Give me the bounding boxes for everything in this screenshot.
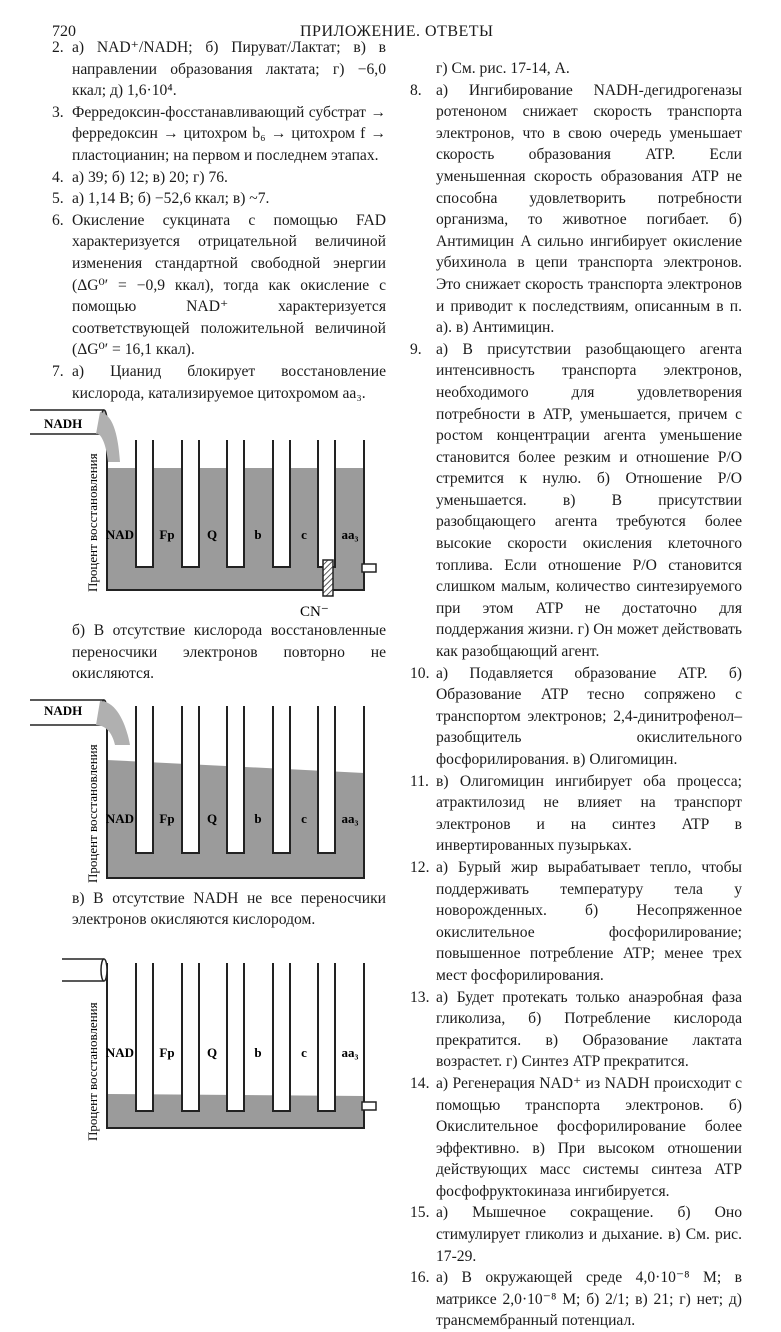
item-number: 4. [52, 168, 64, 186]
nadh-stream [96, 701, 130, 745]
running-title: ПРИЛОЖЕНИЕ. ОТВЕТЫ [300, 23, 494, 40]
nadh-inlet-pipe [62, 959, 104, 981]
item-text: а) Мышечное сокращение. б) Оно стимулирует гликолиз и дыхание. в) См. рис. 17-29. [436, 1204, 742, 1265]
item-number: 7. [52, 362, 64, 380]
caption-v: в) В отсутствие NADH не все переносчики электронов окисляются кислородом. [72, 889, 386, 929]
item-number: 5. [52, 190, 64, 208]
item-number: 2. [52, 39, 64, 56]
compartment-label-2: Fp [159, 527, 175, 543]
item-text: а) NAD⁺/NADH; б) Пируват/Лактат; в) в направлении образования лактата; г) −6,0 ккал; д) 1,6·10⁴. [72, 39, 386, 100]
tank-partition [273, 440, 290, 567]
answer-8 [410, 80, 742, 339]
item-text: а) Ингибирование NADH-дегидрогеназы ротеноном снижает скорость транспорта электронов, что в свою очередь уменьшает скорость образования ATP. Если уменьшенная скорость образования ATP не способна удовлетворить потребности организма, то животное погибает. б) Антимицин A сильно ингибирует окисление убихинола в цепи транспорта электронов. Это снижает скорость транспорта электронов и приводит к последствиям, описанным в п. а). в) Антимицин. [436, 81, 742, 337]
compartment-label-1: NAD [105, 527, 135, 543]
tank-partition [136, 963, 153, 1111]
answer-7g [410, 58, 742, 80]
page-number: 720 [52, 23, 76, 40]
item-text: а) Бурый жир вырабатывает тепло, чтобы поддерживать температуру тела у новорожденных. б) Несопряженное окислительное фосфорилирование; повышенное потребление ATP; менее трех мест фосфорилирования. [436, 858, 742, 984]
left-column [44, 37, 386, 1146]
item-text: г) См. рис. 17-14, A. [436, 60, 570, 77]
compartment-label-5: c [301, 810, 307, 826]
item-number: 8. [410, 81, 422, 99]
item-number: 13. [410, 988, 430, 1006]
tank-partition [227, 963, 244, 1111]
item-number: 6. [52, 211, 64, 229]
item-text: а) В окружающей среде 4,0·10⁻⁸ M; в матриксе 2,0·10⁻⁸ M; б) 2/1; в) 21; г) нет; д) трансмембранный потенциал. [436, 1269, 742, 1330]
item-number: 15. [410, 1204, 430, 1222]
tank-partition [182, 963, 199, 1111]
cyanide-block [323, 560, 333, 596]
figure-no-oxygen [0, 693, 400, 888]
item-text: а) 39; б) 12; в) 20; г) 76. [72, 168, 228, 186]
compartment-label-2: Fp [159, 810, 175, 826]
answer-13 [410, 987, 742, 1073]
compartment-label-3: Q [206, 810, 218, 826]
compartment-label-1: NAD [105, 810, 135, 826]
item-text: а) Цианид блокирует восстановление кислорода, катализируемое цитохромом aa₃. [72, 362, 386, 402]
compartment-label-1: NAD [105, 1045, 135, 1061]
tank-partition [318, 706, 335, 853]
compartment-label-4: b [254, 1045, 262, 1061]
answer-9 [410, 339, 742, 663]
answer-16 [410, 1267, 742, 1332]
tank-partition [136, 440, 153, 567]
compartment-label-2: Fp [159, 1045, 175, 1061]
compartment-label-6: aa₃ [341, 810, 359, 826]
tank-partition [227, 706, 244, 853]
item-number: 9. [410, 340, 422, 358]
answer-10 [410, 663, 742, 771]
tank-partition [273, 706, 290, 853]
item-number: 11. [410, 772, 429, 790]
pipe-mouth [101, 959, 107, 981]
item-number: 16. [410, 1269, 430, 1287]
item-number: 12. [410, 858, 430, 876]
tank-partition [273, 963, 290, 1111]
answer-12 [410, 857, 742, 987]
item-number: 10. [410, 664, 430, 682]
answer-2 [52, 37, 386, 102]
answer-14 [410, 1073, 742, 1203]
compartment-label-6: aa₃ [341, 1045, 359, 1061]
item-text: Окисление сукцината с помощью FAD характеризуется отрицательной величиной изменения стандартной свободной энергии (ΔG⁰′ = −0,9 ккал), тогда как окисление с помощью NAD⁺ характеризуется соответствующей положительной величиной (ΔG⁰′ = 16,1 ккал). [72, 211, 386, 359]
item-text: Ферредоксин-фосстанавливающий субстрат → ферредоксин → цитохром b₆ → цитохром f → пластоцианин; на первом и последнем этапах. [72, 103, 386, 164]
answer-3 [52, 102, 386, 167]
compartment-label-5: c [301, 527, 307, 543]
right-column [410, 58, 742, 1332]
answer-6 [52, 210, 386, 361]
y-axis-label: Процент восстановления [85, 453, 100, 593]
answer-11 [410, 771, 742, 857]
item-text: а) В присутствии разобщающего агента интенсивность транспорта электронов, необходимого для удовлетворения потребности в ATP, уменьшается, причем с ростом концентрации агента уменьшение становится более резким и отношение P/O стремится к нулю. б) Отношение P/O уменьшается. в) В присутствии разобщающего агента требуются более высокие скорости окисления клеточного топлива. Если отношение P/O становится слишком малым, количество синтезируемого при этом ATP не достаточно для поддержания жизни. г) Он может действовать как разобщающий агент. [436, 340, 742, 661]
compartment-label-3: Q [206, 527, 218, 543]
item-number: 3. [52, 103, 64, 121]
y-axis-label: Процент восстановления [85, 744, 100, 883]
figure-no-nadh [0, 951, 400, 1146]
caption-b: б) В отсутствие кислорода восстановленные переносчики электронов повторно не окисляются. [72, 622, 386, 683]
tank-partition [318, 963, 335, 1111]
compartment-label-4: b [254, 810, 262, 826]
tank-partition [136, 706, 153, 853]
answer-7 [52, 361, 386, 404]
compartment-label-5: c [301, 1045, 307, 1061]
compartment-label-6: aa₃ [341, 527, 359, 543]
nadh-inlet-label: NADH [44, 702, 83, 718]
tank-walls [107, 706, 364, 878]
nadh-inlet-label: NADH [44, 416, 83, 432]
tank-walls [107, 963, 364, 1128]
item-number [410, 58, 436, 80]
tank-partition [318, 440, 335, 567]
tank-partition [182, 440, 199, 567]
compartment-label-4: b [254, 527, 262, 543]
item-text: а) Будет протекать только анаэробная фаза гликолиза, б) Потребление кислорода прекратится. в) Образование лактата возрастет. г) Синтез ATP прекратится. [436, 988, 742, 1071]
tank-partition [182, 706, 199, 853]
tank-partition [227, 440, 244, 567]
answer-5 [52, 188, 386, 210]
oxygen-outlet-pipe [362, 564, 376, 572]
item-text: а) 1,14 В; б) −52,6 ккал; в) ~7. [72, 190, 270, 208]
item-text: а) Подавляется образование ATP. б) Образование ATP тесно сопряжено с транспортом электронов; 2,4-динитрофенол–разобщитель окислительного фосфорилирования. в) Олигомицин. [436, 664, 742, 768]
item-text: в) Олигомицин ингибирует оба процесса; атрактилозид не влияет на транспорт электронов и на синтез ATP в инвертированных пузырьках. [436, 772, 742, 855]
item-text: а) Регенерация NAD⁺ из NADH происходит с помощью транспорта электронов. б) Окислительное фосфорилирование более эффективно. в) При высоком отношении действующих масс системы синтеза ATP фосфофруктокиназа ингибируется. [436, 1074, 742, 1200]
y-axis-label: Процент восстановления [85, 1002, 100, 1142]
compartment-label-3: Q [206, 1045, 218, 1061]
figure-cyanide-block [0, 404, 400, 620]
cyanide-label: CN⁻ [300, 604, 329, 621]
oxygen-outlet-pipe [362, 1102, 376, 1110]
item-number: 14. [410, 1074, 430, 1092]
answer-4 [52, 167, 386, 189]
answer-15 [410, 1202, 742, 1267]
